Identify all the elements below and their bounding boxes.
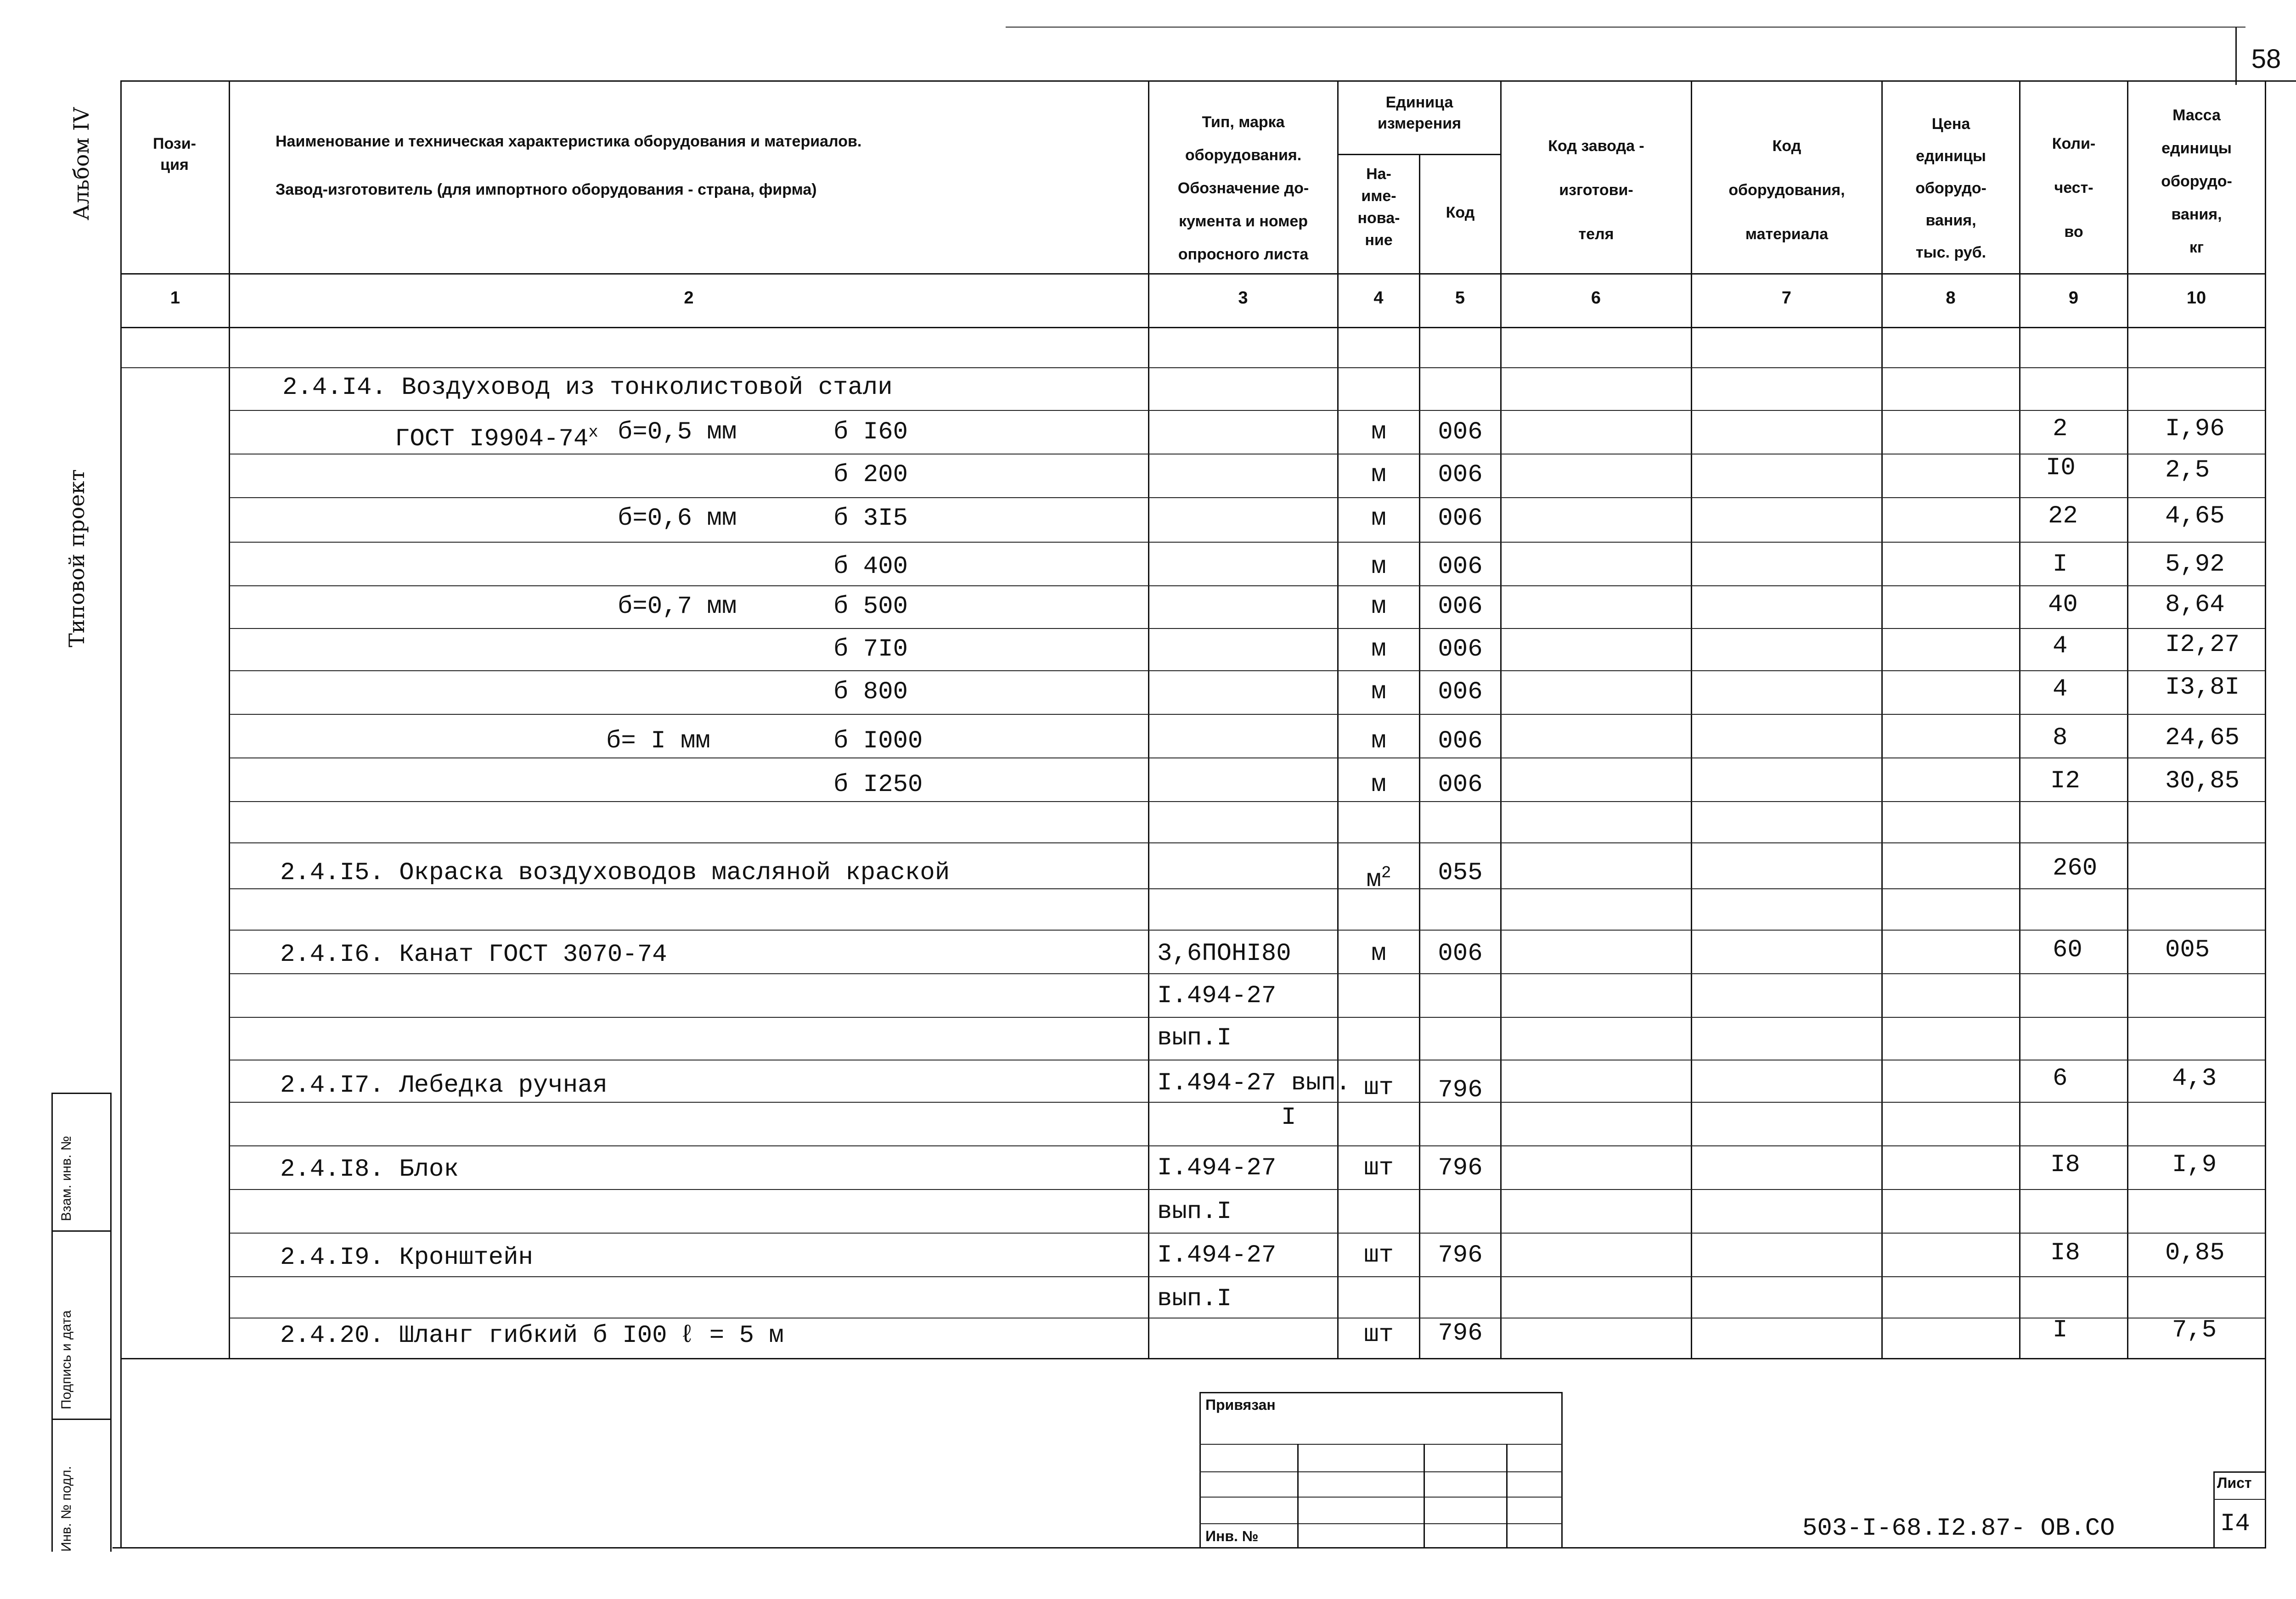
privyazan-row (1199, 1444, 1562, 1445)
row-type: I.494-27 (1157, 1241, 1277, 1269)
privyazan-col (1506, 1444, 1508, 1547)
row-code: 006 (1438, 771, 1483, 799)
row-sep (230, 497, 2265, 498)
row-mass: I3,8I (2165, 673, 2240, 701)
row-diameter: б 400 (833, 553, 908, 581)
project-label: Типовой проект (64, 469, 89, 647)
row-diameter: б I000 (833, 727, 923, 755)
row-unit: шт (1364, 1241, 1394, 1269)
row-code: 006 (1438, 727, 1483, 755)
row-qty: I2 (2050, 767, 2080, 795)
row-mass: 24,65 (2165, 724, 2240, 752)
privyazan-right (1561, 1392, 1563, 1548)
row-name: 2.4.I4. Воздуховод из тонколистовой стали (282, 374, 893, 402)
top-edge-line (1006, 27, 2245, 28)
row-diameter: б 500 (833, 593, 908, 621)
row-code: 006 (1438, 593, 1483, 621)
row-sep (230, 1102, 2265, 1103)
row-code: 006 (1438, 635, 1483, 663)
row-mass: 8,64 (2165, 591, 2225, 619)
row-unit: шт (1364, 1321, 1394, 1349)
row-qty: 40 (2048, 591, 2078, 619)
row-qty: I (2053, 550, 2068, 578)
row-code: 006 (1438, 461, 1483, 489)
col-line-7 (1881, 80, 1883, 1359)
privyazan-row (1199, 1523, 1562, 1524)
row-sep (230, 842, 2265, 843)
table-top-border (120, 80, 2296, 82)
row-qty: 4 (2053, 632, 2068, 660)
row-mass: 5,92 (2165, 550, 2225, 578)
row-unit: м (1371, 593, 1386, 621)
document-code: 503-I-68.I2.87- ОВ.СО (1802, 1515, 2115, 1543)
colnum-5: 5 (1455, 288, 1465, 308)
header-price: Цена единицы оборудо- вания, тыс. руб. (1915, 115, 1986, 261)
colnum-2: 2 (684, 288, 694, 308)
row-sep (230, 757, 2265, 758)
row-qty: I (2053, 1316, 2068, 1344)
row-diameter: б 800 (833, 678, 908, 706)
row-unit: м (1371, 678, 1386, 706)
row-code: 796 (1438, 1154, 1483, 1182)
album-label: Альбом IV (69, 107, 94, 220)
page-number-box-left (2235, 28, 2237, 85)
row-mass: 30,85 (2165, 767, 2240, 795)
row-thickness: б=0,6 мм (618, 505, 737, 533)
row-qty: 2 (2053, 415, 2068, 443)
row-sep (230, 1189, 2265, 1190)
row-qty: I8 (2050, 1239, 2080, 1267)
row-sep (230, 714, 2265, 715)
row-code: 006 (1438, 418, 1483, 446)
colnum-9: 9 (2068, 288, 2079, 308)
page-number: 58 (2251, 44, 2281, 74)
col-line-2 (1148, 80, 1149, 1359)
stamp-sep-2 (51, 1419, 111, 1420)
row-unit: м (1371, 553, 1386, 581)
row-mass: I,96 (2165, 415, 2225, 443)
row-code: 006 (1438, 940, 1483, 968)
colnum-1: 1 (170, 288, 180, 308)
col-line-1 (229, 80, 230, 1359)
row-type: вып.I (1157, 1024, 1232, 1052)
header-unit-group: Единица измерения (1378, 94, 1461, 132)
row-diameter: б I250 (833, 771, 923, 799)
row-qty: 260 (2053, 854, 2098, 882)
row-qty: 60 (2053, 936, 2082, 964)
row-sep (230, 1276, 2265, 1277)
row-qty: 6 (2053, 1065, 2068, 1093)
colnum-3: 3 (1238, 288, 1248, 308)
row-name: 2.4.I5. Окраска воздуховодов масляной краской (280, 859, 950, 887)
header-equip-code: Код оборудования, материала (1728, 137, 1845, 243)
row-sep (230, 1017, 2265, 1018)
row-sep (230, 888, 2265, 889)
row-sep (230, 1233, 2265, 1234)
row-mass: 4,3 (2172, 1065, 2217, 1093)
row-name: 2.4.I6. Канат ГОСТ 3070-74 (280, 941, 667, 969)
row-sep (230, 410, 2265, 411)
row-name: 2.4.I7. Лебедка ручная (280, 1072, 608, 1100)
row-type: I.494-27 (1157, 982, 1277, 1010)
stamp-top (51, 1093, 111, 1094)
row-mass: 7,5 (2172, 1316, 2217, 1344)
stamp-left-border (51, 1093, 53, 1552)
col-line-9 (2127, 80, 2128, 1359)
list-number: I4 (2220, 1510, 2250, 1538)
row-sep (122, 367, 2265, 368)
row-diameter: б 7I0 (833, 635, 908, 663)
row-name: 2.4.I8. Блок (280, 1156, 459, 1184)
row-type: I.494-27 (1157, 1154, 1277, 1182)
row-diameter: б 3I5 (833, 505, 908, 533)
privyazan-left (1199, 1392, 1201, 1548)
stamp-sep-1 (51, 1230, 111, 1232)
row-thickness: б=0,5 мм (618, 418, 737, 446)
col-line-6 (1691, 80, 1692, 1359)
row-mass: 0,85 (2165, 1239, 2225, 1267)
row-sep (230, 973, 2265, 974)
row-code: 796 (1438, 1241, 1483, 1269)
row-unit: м (1371, 461, 1386, 489)
stamp-inv-podl: Инв. № подл. (59, 1466, 74, 1552)
privyazan-label: Привязан (1205, 1397, 1276, 1413)
header-position: Пози- ция (153, 135, 196, 174)
col-line-10 (2265, 80, 2266, 1547)
row-mass: I,9 (2172, 1151, 2217, 1179)
row-name: 2.4.20. Шланг гибкий б I00 (280, 1322, 667, 1350)
col-line-5 (1500, 80, 1502, 1359)
row-type: I.494-27 вып. (1157, 1069, 1351, 1097)
row-code: 006 (1438, 678, 1483, 706)
list-box-top (2213, 1471, 2266, 1473)
privyazan-row (1199, 1497, 1562, 1498)
row-mass: I2,27 (2165, 631, 2240, 659)
header-qty: Коли- чест- во (2052, 135, 2096, 241)
privyazan-top (1199, 1392, 1562, 1393)
row-unit: м (1371, 940, 1386, 968)
header-mass: Масса единицы оборудо- вания, кг (2161, 107, 2232, 256)
row-mass: 005 (2165, 936, 2210, 964)
row-type: вып.I (1157, 1198, 1232, 1226)
row-type: 3,6ПОНI80 (1157, 940, 1291, 968)
table-bottom (120, 1358, 2266, 1359)
row-unit: м (1371, 505, 1386, 533)
row-sep (230, 670, 2265, 671)
row-name: 2.4.I9. Кронштейн (280, 1244, 533, 1272)
row-unit: м (1371, 771, 1386, 799)
row-sep (230, 585, 2265, 586)
colnum-8: 8 (1946, 288, 1956, 308)
privyazan-col (1297, 1444, 1299, 1547)
stamp-podpis: Подпись и дата (59, 1310, 74, 1409)
colnum-10: 10 (2186, 288, 2206, 308)
row-unit: м (1371, 635, 1386, 663)
row-thickness: б=0,7 мм (618, 593, 737, 621)
row-unit: м (1371, 727, 1386, 755)
colnum-4: 4 (1373, 288, 1384, 308)
row-mass: 4,65 (2165, 502, 2225, 530)
row-code: 006 (1438, 553, 1483, 581)
header-bottom (120, 273, 2266, 275)
row-qty: 4 (2053, 675, 2068, 703)
row-sep (230, 628, 2265, 629)
row-type: вып.I (1157, 1285, 1232, 1313)
colnum-7: 7 (1781, 288, 1792, 308)
row-code: 006 (1438, 505, 1483, 533)
row-thickness: б= I мм (606, 727, 710, 755)
header-type: Тип, марка оборудования. Обозначение до- кумента и номер опросного листа (1177, 113, 1309, 263)
row-unit: шт (1364, 1154, 1394, 1182)
stamp-vzam: Взам. инв. № (59, 1136, 74, 1221)
stamp-right-border (110, 1093, 112, 1552)
privyazan-row (1199, 1471, 1562, 1472)
colnum-6: 6 (1591, 288, 1601, 308)
header-factory-code: Код завода - изготови- теля (1548, 137, 1644, 243)
inv-no-label: Инв. № (1205, 1528, 1259, 1544)
frame-bottom (113, 1547, 2266, 1549)
row-qty: 8 (2053, 724, 2068, 752)
row-mass: 2,5 (2165, 456, 2210, 484)
colnum-bottom (120, 327, 2266, 328)
row-diameter: б I60 (833, 418, 908, 446)
row-qty: I0 (2046, 454, 2076, 482)
row-qty: I8 (2050, 1151, 2080, 1179)
list-box-left (2213, 1471, 2215, 1547)
header-name-line1: Наименование и техническая характеристика оборудования и материалов. (276, 133, 862, 150)
row-sep (230, 1145, 2265, 1146)
row-unit: $м^2$ (1366, 864, 1391, 894)
row-type: I (1281, 1104, 1296, 1132)
header-name-line2: Завод-изготовитель (для импортного оборудования - страна, фирма) (276, 181, 817, 198)
row-gost: ГОСТ I9904-74$^x$ (395, 423, 598, 453)
row-diameter: б 200 (833, 461, 908, 489)
row-sep (230, 542, 2265, 543)
row-qty: 22 (2048, 502, 2078, 530)
list-box-mid (2213, 1499, 2266, 1500)
row-code: 796 (1438, 1319, 1483, 1347)
row-unit: м (1371, 418, 1386, 446)
header-unit-name: На- име- нова- ние (1357, 165, 1400, 249)
privyazan-col (1424, 1444, 1425, 1547)
row-sep (230, 801, 2265, 802)
row-code: 796 (1438, 1076, 1483, 1104)
row-sep (230, 930, 2265, 931)
row-name-extra: ℓ = 5 м (680, 1322, 784, 1350)
col-line-8 (2019, 80, 2020, 1359)
row-unit: шт (1364, 1074, 1394, 1102)
list-label: Лист (2217, 1475, 2252, 1491)
row-code: 055 (1438, 859, 1483, 887)
header-unit-code: Код (1446, 204, 1475, 221)
